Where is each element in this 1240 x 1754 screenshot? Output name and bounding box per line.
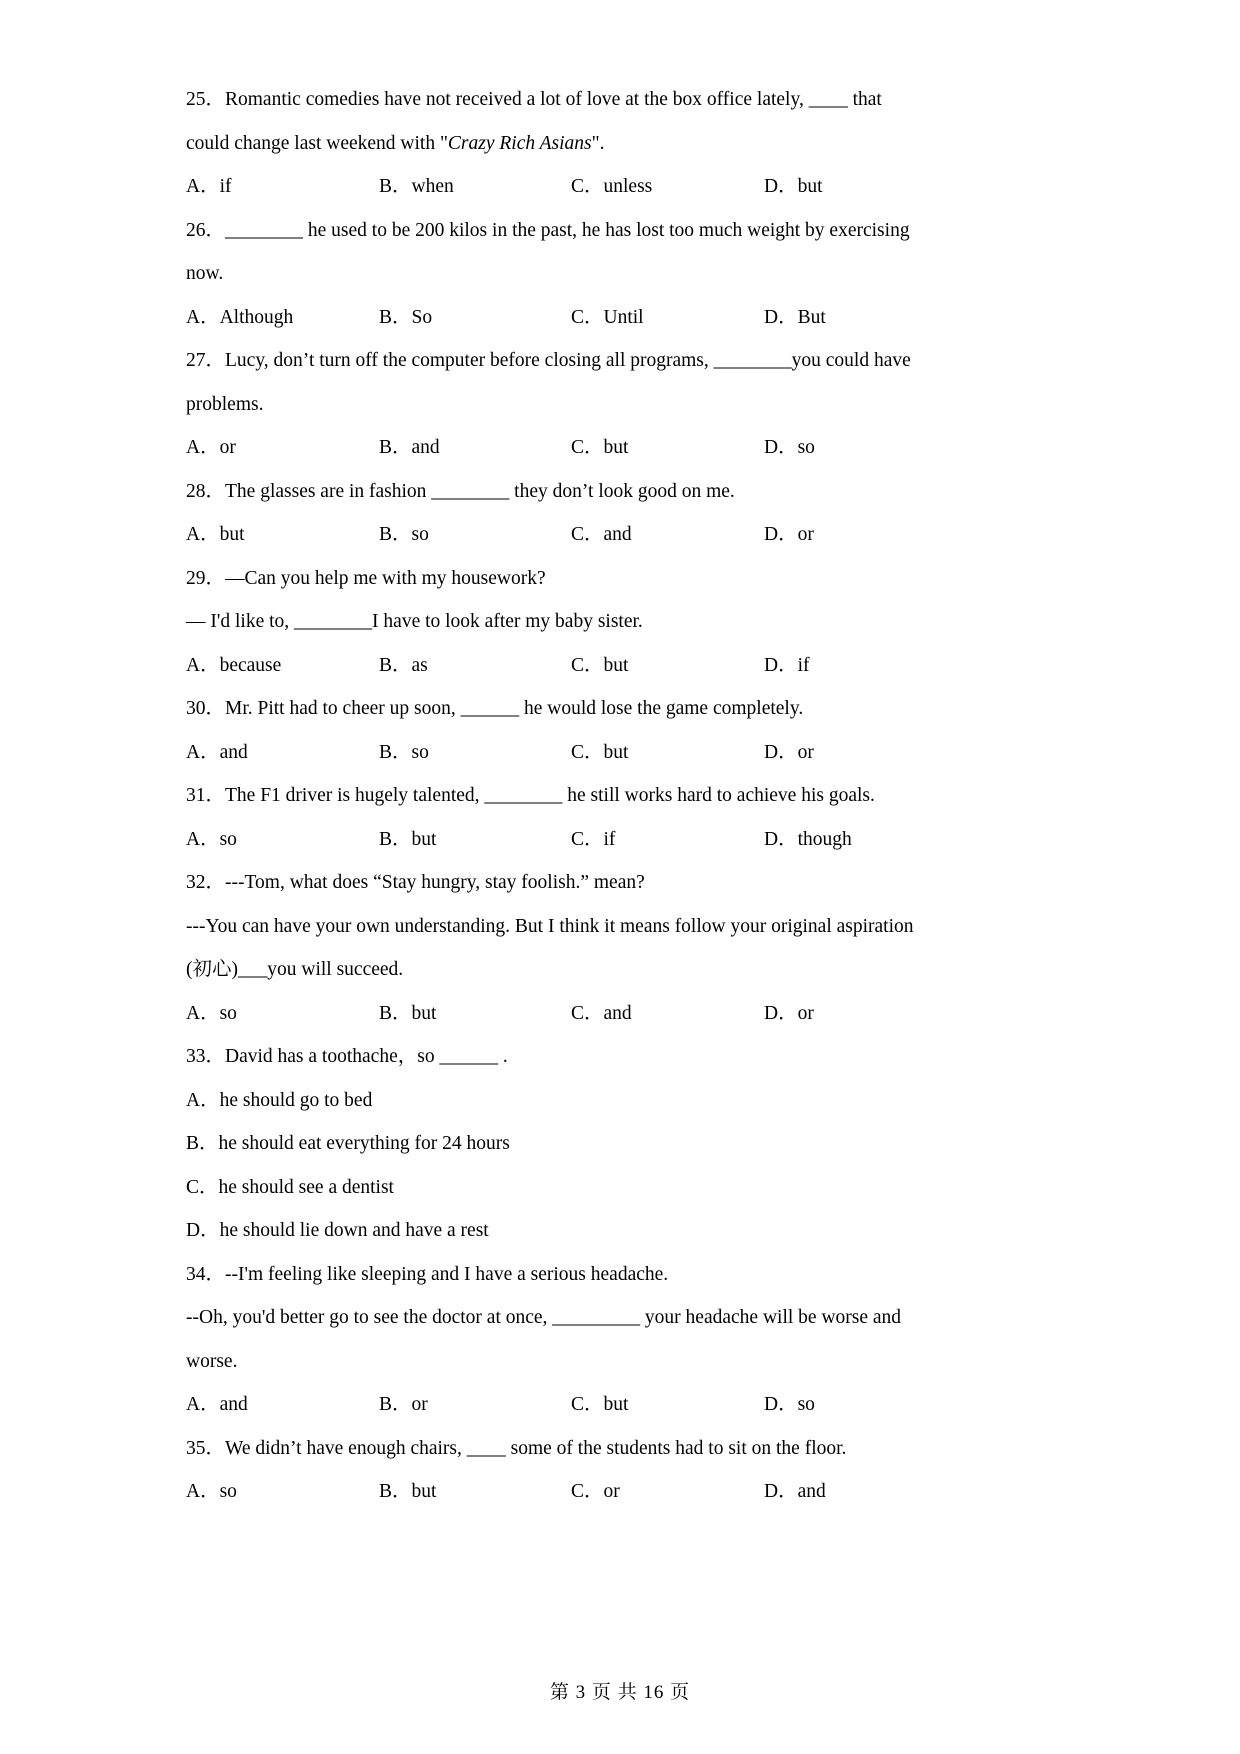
answer-option-row xyxy=(186,296,1054,340)
question-stem-line: could change last weekend with "Crazy Rich Asians". xyxy=(186,132,605,154)
answer-option[interactable]: A．he should go to bed xyxy=(186,1089,373,1111)
question-stem-line: (初心)___you will succeed. xyxy=(186,959,404,980)
question-block xyxy=(186,339,1054,470)
answer-option[interactable]: B．as xyxy=(379,654,428,676)
question-stem-line: 28．The glasses are in fashion ________ they don’t look good on me. xyxy=(186,480,735,502)
question-list xyxy=(186,78,1054,1514)
question-stem-line: — I'd like to, ________I have to look after my baby sister. xyxy=(186,611,643,632)
answer-option-row xyxy=(186,1383,1054,1427)
question-block xyxy=(186,1253,1054,1427)
answer-option[interactable]: B．he should eat everything for 24 hours xyxy=(186,1133,510,1154)
question-stem-line: 34．--I'm feeling like sleeping and I have a serious headache. xyxy=(186,1263,669,1285)
answer-option[interactable]: C．and xyxy=(571,524,632,545)
answer-option[interactable]: B．when xyxy=(379,176,454,197)
answer-option[interactable]: B．so xyxy=(379,524,429,545)
answer-option[interactable]: D．or xyxy=(764,1002,814,1024)
answer-option[interactable]: C．unless xyxy=(571,176,653,197)
answer-option[interactable]: B．or xyxy=(379,1394,428,1415)
answer-option[interactable]: D．so xyxy=(764,437,815,458)
answer-option[interactable]: A．because xyxy=(186,654,282,676)
answer-option[interactable]: D．But xyxy=(764,306,826,328)
answer-option-row xyxy=(186,818,1054,862)
answer-option-row xyxy=(186,426,1054,470)
answer-option[interactable]: C．he should see a dentist xyxy=(186,1176,394,1198)
answer-option[interactable]: B．so xyxy=(379,741,429,763)
answer-option[interactable]: D．and xyxy=(764,1481,826,1502)
answer-option[interactable]: C．but xyxy=(571,654,629,676)
answer-option-row xyxy=(186,1470,1054,1514)
answer-option-row xyxy=(186,513,1054,557)
answer-option[interactable]: A．so xyxy=(186,828,237,850)
question-stem-line: 30．Mr. Pitt had to cheer up soon, ______ he would lose the game completely. xyxy=(186,698,804,719)
answer-option[interactable]: C．but xyxy=(571,437,629,458)
answer-option[interactable]: A．and xyxy=(186,741,248,763)
question-block xyxy=(186,78,1054,209)
question-block xyxy=(186,1035,1054,1253)
question-stem-line: 26．________ he used to be 200 kilos in the past, he has lost too much weight by exercising xyxy=(186,219,910,241)
question-stem-line: 27．Lucy, don’t turn off the computer before closing all programs, ________you could have xyxy=(186,350,911,371)
film-title: Crazy Rich Asians xyxy=(447,132,592,154)
question-block xyxy=(186,861,1054,1035)
question-stem-line: worse. xyxy=(186,1350,238,1372)
answer-option[interactable]: B．but xyxy=(379,1481,437,1502)
answer-option-row xyxy=(186,992,1054,1036)
question-stem-line: problems. xyxy=(186,393,264,415)
question-block xyxy=(186,774,1054,861)
question-stem-line: 35．We didn’t have enough chairs, ____ some of the students had to sit on the floor. xyxy=(186,1437,847,1459)
question-stem-line: ---You can have your own understanding. But I think it means follow your original aspiration xyxy=(186,915,914,937)
answer-option[interactable]: A．but xyxy=(186,524,245,545)
answer-option[interactable]: B．So xyxy=(379,306,433,328)
question-block xyxy=(186,470,1054,557)
answer-option[interactable]: C．Until xyxy=(571,306,644,328)
answer-option[interactable]: A．or xyxy=(186,437,236,458)
answer-option[interactable]: A．so xyxy=(186,1481,237,1502)
answer-option[interactable]: B．but xyxy=(379,1002,437,1024)
answer-option[interactable]: C．and xyxy=(571,1002,632,1024)
answer-option[interactable]: D．if xyxy=(764,654,810,676)
question-stem-line: 31．The F1 driver is hugely talented, ________ he still works hard to achieve his goals. xyxy=(186,785,875,806)
answer-option[interactable]: B．and xyxy=(379,437,440,458)
answer-option[interactable]: B．but xyxy=(379,828,437,850)
answer-option-row xyxy=(186,731,1054,775)
answer-option[interactable]: D．or xyxy=(764,741,814,763)
answer-option[interactable]: A．Although xyxy=(186,306,294,328)
answer-option[interactable]: C．but xyxy=(571,1394,629,1415)
question-block xyxy=(186,687,1054,774)
page-footer: 第 3 页 共 16 页 xyxy=(549,1682,691,1703)
question-block xyxy=(186,209,1054,340)
answer-option-row xyxy=(186,165,1054,209)
answer-option[interactable]: A．if xyxy=(186,176,232,197)
answer-option[interactable]: D．or xyxy=(764,524,814,545)
question-stem-line: --Oh, you'd better go to see the doctor at once, _________ your headache will be worse and xyxy=(186,1307,902,1328)
answer-option[interactable]: C．or xyxy=(571,1481,620,1502)
question-stem-line: 32．---Tom, what does “Stay hungry, stay foolish.” mean? xyxy=(186,872,645,893)
answer-option[interactable]: A．so xyxy=(186,1002,237,1024)
answer-option[interactable]: C．if xyxy=(571,828,616,850)
answer-option[interactable]: D．so xyxy=(764,1394,815,1415)
question-block xyxy=(186,1427,1054,1514)
answer-option[interactable]: D．he should lie down and have a rest xyxy=(186,1220,489,1241)
answer-option[interactable]: C．but xyxy=(571,741,629,763)
question-stem-line: 25．Romantic comedies have not received a lot of love at the box office lately, ____ that xyxy=(186,89,882,110)
question-stem-line: 33．David has a toothache，so ______ . xyxy=(186,1046,508,1067)
answer-option[interactable]: D．but xyxy=(764,176,823,197)
answer-option[interactable]: D．though xyxy=(764,828,852,850)
answer-option-row xyxy=(186,644,1054,688)
question-stem-line: now. xyxy=(186,263,224,284)
question-stem-line: 29．—Can you help me with my housework? xyxy=(186,567,546,589)
answer-option[interactable]: A．and xyxy=(186,1394,248,1415)
question-block xyxy=(186,557,1054,688)
